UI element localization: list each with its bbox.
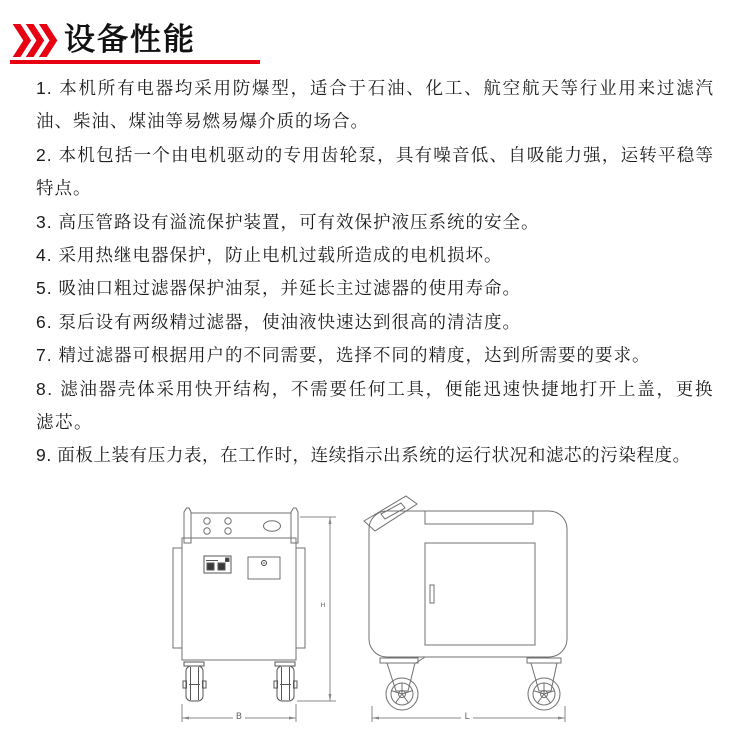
- page-title: 设备性能: [64, 22, 196, 57]
- caster-wheel-front-right: [274, 662, 297, 701]
- caster-wheel-side-rear: [527, 658, 561, 710]
- dimension-label-height: H: [320, 601, 326, 609]
- gauge-fittings: [204, 518, 231, 534]
- title-underline: [10, 60, 260, 64]
- feature-item: 8. 滤油器壳体采用快开结构，不需要任何工具，便能迅速快捷地打开上盖，更换滤芯。: [36, 378, 714, 433]
- feature-item: 6. 泵后设有两级精过滤器，使油液快速达到很高的清洁度。: [36, 311, 521, 332]
- control-panel: [204, 556, 231, 573]
- feature-item: 5. 吸油口粗过滤器保护油泵，并延长主过滤器的使用寿命。: [36, 278, 521, 299]
- triple-chevron-icon: [12, 24, 58, 57]
- dimension-label-length: L: [464, 712, 470, 722]
- access-door: [425, 543, 535, 645]
- side-view-drawing: [364, 496, 567, 722]
- machine-body: [369, 511, 567, 657]
- technical-drawings: [0, 495, 750, 755]
- dimension-label-width: B: [235, 712, 243, 722]
- front-view-drawing: [173, 508, 336, 722]
- caster-wheel-side-front: [380, 657, 425, 710]
- caster-wheel-front-left: [183, 662, 206, 701]
- feature-item: 7. 精过滤器可根据用户的不同需要，选择不同的精度，达到所需要的要求。: [36, 345, 651, 366]
- feature-item: 1. 本机所有电器均采用防爆型，适合于石油、化工、航空航天等行业用来过滤汽油、柴油、煤油等易燃易爆介质的场合。: [36, 78, 714, 132]
- push-handle: [364, 496, 417, 531]
- top-recess: [425, 511, 533, 524]
- page-header: [0, 0, 750, 70]
- feature-item: 9. 面板上装有压力表，在工作时，连续指示出系统的运行状况和滤芯的污染程度。: [36, 445, 691, 466]
- feature-list: [36, 72, 714, 473]
- cabinet-body: [182, 538, 296, 660]
- side-flange-right: [296, 548, 305, 648]
- oval-port: [264, 521, 281, 531]
- feature-item: 3. 高压管路设有溢流保护装置，可有效保护液压系统的安全。: [36, 211, 540, 232]
- lock-box: [248, 557, 280, 579]
- drawings-canvas: [0, 495, 750, 755]
- feature-item: 4. 采用热继电器保护，防止电机过载所造成的电机损坏。: [36, 245, 503, 266]
- feature-item: 2. 本机包括一个由电机驱动的专用齿轮泵，具有噪音低、自吸能力强，运转平稳等特点。: [36, 144, 714, 199]
- side-flange-left: [173, 548, 182, 648]
- dimension-height: [297, 517, 336, 701]
